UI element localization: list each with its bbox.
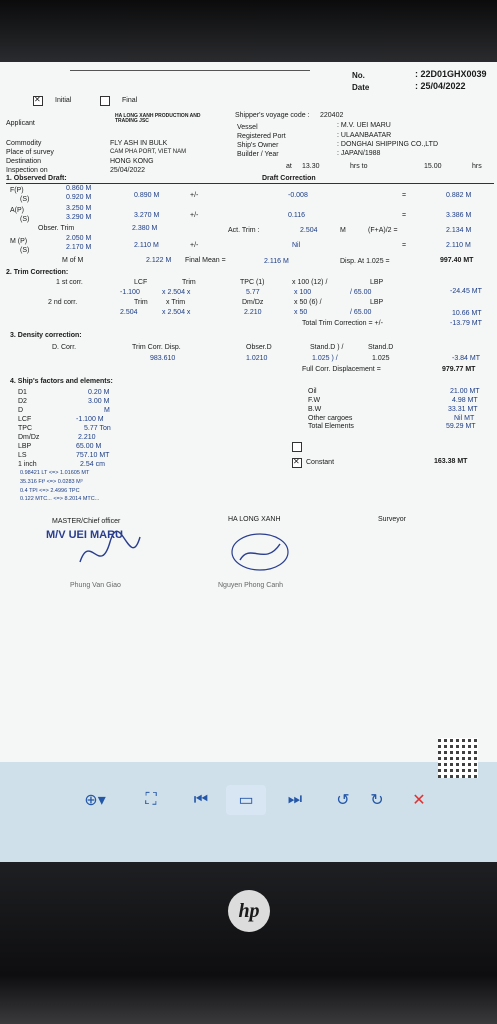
vessel-label: Vessel <box>237 124 258 131</box>
voyage-label: Shipper's voyage code : <box>235 112 310 119</box>
delete-button[interactable] <box>408 785 430 815</box>
dmdz-value: 2.210 <box>78 434 96 441</box>
fa-label: (F+A)/2 = <box>368 227 398 234</box>
obs-trim: 2.380 M <box>132 225 158 232</box>
builder-label: Builder / Year <box>237 151 279 158</box>
r2-trim2: x Trim <box>166 299 186 306</box>
surveyor-label: Surveyor <box>378 516 407 523</box>
vessel-stamp: M/V UEI MARU <box>46 529 123 541</box>
fit-icon: ⛶ <box>145 791 157 808</box>
halong-label: HA LONG XANH <box>228 516 281 523</box>
tcd-label: Trim Corr. Disp. <box>132 344 181 351</box>
monitor-lower-bezel <box>0 862 497 1024</box>
d-value: M <box>104 407 110 414</box>
ms-label: (S) <box>20 247 30 254</box>
r1-trim: x 2.504 x <box>162 289 191 296</box>
date-value: : 25/04/2022 <box>415 81 466 91</box>
place-value: CAM PHA PORT, VIET NAM <box>110 149 187 155</box>
first-corr-label: 1 st corr. <box>56 279 83 286</box>
r1-lbp: / 65.00 <box>350 289 372 296</box>
second-corr-result: 10.66 MT <box>452 310 482 317</box>
slideshow-icon: ▭ <box>238 792 254 809</box>
r2-fifty: x 50 (6) / <box>294 299 322 306</box>
dmdz-label: Dm/Dz <box>18 434 40 441</box>
other-cargoes-value: Nil MT <box>454 415 475 422</box>
oil-label: Oil <box>308 388 317 395</box>
stand-d-label: Stand.D ) / <box>310 344 344 351</box>
destination-value: HONG KONG <box>110 158 154 165</box>
master-label: MASTER/Chief officer <box>52 518 121 525</box>
bw-label: B.W <box>308 406 322 413</box>
fw-value: 4.98 MT <box>452 397 478 404</box>
inch-label: 1 inch <box>18 461 37 468</box>
delete-icon: ✕ <box>412 792 426 809</box>
factors-title: 4. Ship's factors and elements: <box>10 378 113 385</box>
signer-name-1: Phung Van Giao <box>70 582 121 589</box>
dcorr-label: D. Corr. <box>52 344 77 351</box>
lbp-value: 65.00 M <box>76 443 102 450</box>
hrs-to: hrs to <box>350 163 368 170</box>
d-label: D <box>18 407 24 414</box>
destination-label: Destination <box>6 158 42 165</box>
applicant-label: Applicant <box>6 120 35 127</box>
qr-code <box>438 738 478 778</box>
r3-trim: 2.504 <box>120 309 138 316</box>
draft-correction-title: Draft Correction <box>262 175 316 182</box>
r1-tpc: 5.77 <box>246 289 260 296</box>
port-value: : ULAANBAATAR <box>337 132 392 139</box>
trim-title: 2. Trim Correction: <box>6 269 69 276</box>
r1-hundred: x 100 <box>294 289 312 296</box>
place-label: Place of survey <box>6 149 54 156</box>
ls-value: 757.10 MT <box>76 452 110 459</box>
owner-label: Ship's Owner <box>237 142 279 149</box>
unlabeled-checkbox[interactable] <box>292 442 302 452</box>
conversion-3: 0.4 TPI <=> 2.4996 TPC <box>20 488 80 494</box>
slideshow-button[interactable] <box>226 785 266 815</box>
previous-icon: ⏮ <box>193 791 209 808</box>
total-elements-value: 59.29 MT <box>446 423 476 430</box>
mp-label: M (P) <box>10 238 28 245</box>
f-mean: 0.890 M <box>134 192 160 199</box>
ms-value: 2.170 M <box>66 244 92 251</box>
fw-label: F.W <box>308 397 321 404</box>
act-trim-label: Act. Trim : <box>228 227 260 234</box>
builder-value: : JAPAN/1988 <box>337 150 381 157</box>
total-trim-label: Total Trim Correction = +/- <box>302 320 383 327</box>
f-correction: -0.008 <box>288 192 308 199</box>
tcd-value: 983.610 <box>150 355 176 362</box>
mp-value: 2.050 M <box>66 235 92 242</box>
monitor-top-bezel <box>0 0 497 62</box>
next-button[interactable] <box>282 785 308 815</box>
bw-value: 33.31 MT <box>448 406 478 413</box>
rotate-left-button[interactable] <box>332 785 354 815</box>
r3-trim2: x 2.504 x <box>162 309 191 316</box>
disp-label: Disp. At 1.025 = <box>340 258 390 265</box>
final-label: Final <box>122 97 138 104</box>
r2-lbp: LBP <box>370 299 384 306</box>
viewer-toolbar <box>78 785 448 827</box>
stand-d-value: 1.025 ) / <box>312 355 338 362</box>
total-elements-label: Total Elements <box>308 423 354 430</box>
r3-fifty: x 50 <box>294 309 308 316</box>
lcf-value: -1.100 M <box>76 416 104 423</box>
r2-dmdz: Dm/Dz <box>242 299 264 306</box>
fs-value: 0.920 M <box>66 194 92 201</box>
fp-value: 0.860 M <box>66 185 92 192</box>
hrs-label: hrs <box>472 163 482 170</box>
full-corr-label: Full Corr. Displacement = <box>302 366 381 373</box>
constant-checkbox[interactable] <box>292 458 302 468</box>
conversion-2: 35.316 Ft³ <=> 0.0283 M³ <box>20 479 83 485</box>
fp-label: F(P) <box>10 187 24 194</box>
m-unit: M <box>340 227 346 234</box>
port-label: Registered Port <box>237 133 286 140</box>
conversion-4: 0.122 MTC... <=> 8.2014 MTC... <box>20 496 100 502</box>
at-value: 13.30 <box>302 163 320 170</box>
hundred12-head: x 100 (12) / <box>292 279 328 286</box>
master-signature <box>70 522 150 582</box>
a-mean: 3.270 M <box>134 212 160 219</box>
disp-value: 997.40 MT <box>440 257 474 264</box>
next-icon: ⏭ <box>287 791 303 808</box>
date-label: Date <box>352 83 370 92</box>
d1-label: D1 <box>18 389 27 396</box>
r3-dmdz: 2.210 <box>244 309 262 316</box>
rotate-right-button[interactable] <box>366 785 388 815</box>
obs-d-value: 1.0210 <box>246 355 268 362</box>
applicant-value: HA LONG XANH PRODUCTION AND TRADING JSC <box>115 113 201 124</box>
screen <box>0 62 497 862</box>
final-mean-label: Final Mean = <box>185 257 226 264</box>
commodity-value: FLY ASH IN BULK <box>110 140 168 147</box>
rotate-right-icon: ↻ <box>370 792 384 809</box>
d2-value: 3.00 M <box>88 398 110 405</box>
lbp-label: LBP <box>18 443 32 450</box>
d1-value: 0.20 M <box>88 389 110 396</box>
r3-lbp: / 65.00 <box>350 309 372 316</box>
first-corr-result: -24.45 MT <box>450 288 482 295</box>
inspection-value: 25/04/2022 <box>110 167 146 174</box>
inspection-label: Inspection on <box>6 167 48 174</box>
mofm-label: M of M <box>62 257 84 264</box>
zoom-button[interactable] <box>78 785 112 815</box>
ap-label: A(P) <box>10 207 24 214</box>
total-trim-value: -13.79 MT <box>450 320 482 327</box>
second-corr-label: 2 nd corr. <box>48 299 78 306</box>
oil-value: 21.00 MT <box>450 388 480 395</box>
d2-label: D2 <box>18 398 27 405</box>
fa-value: 2.134 M <box>446 227 472 234</box>
lcf-head: LCF <box>134 279 148 286</box>
obs-d-label: Obser.D <box>246 344 272 351</box>
previous-button[interactable] <box>188 785 214 815</box>
initial-checkbox[interactable] <box>33 96 43 106</box>
final-checkbox[interactable] <box>100 96 110 106</box>
lbp-head: LBP <box>370 279 384 286</box>
voyage-value: 220402 <box>320 112 344 119</box>
constant-label: Constant <box>306 459 335 466</box>
at-text: at <box>286 163 292 170</box>
act-trim: 2.504 <box>300 227 318 234</box>
as-value: 3.290 M <box>66 214 92 221</box>
obs-trim-label: Obser. Trim <box>38 225 75 232</box>
ap-value: 3.250 M <box>66 205 92 212</box>
section-rule <box>6 183 494 184</box>
signer-name-2: Nguyen Phong Canh <box>218 582 283 589</box>
inch-value: 2.54 cm <box>80 461 105 468</box>
as-label: (S) <box>20 216 30 223</box>
tpc-label: TPC <box>18 425 32 432</box>
full-corr-value: 979.77 MT <box>442 366 476 373</box>
no-label: No. <box>352 71 365 80</box>
vessel-value: : M.V. UEI MARU <box>337 122 391 129</box>
r2-trim: Trim <box>134 299 148 306</box>
a-correction: 0.116 <box>288 212 305 219</box>
hp-logo-icon: hp <box>228 890 270 932</box>
constant-value: 163.38 MT <box>434 458 468 465</box>
m-mean: 2.110 M <box>134 242 159 249</box>
hrs-end: 15.00 <box>424 163 442 170</box>
density-title: 3. Density correction: <box>10 332 82 339</box>
a-result: 3.386 M <box>446 212 472 219</box>
initial-label: Initial <box>55 97 72 104</box>
trim-head: Trim <box>182 279 196 286</box>
draft-survey-document: No. : 22D01GHX0039 Date : 25/04/2022 ✕ Initial Final Applicant HA LONG XANH PRODUCTION AND TRADING JSC Commodity FLY ASH IN BULK Place of survey CAM PHA PORT, VIET NAM Destination HONG KONG Inspection on 25/04/2022 Shipper's voyage code : 220402 Vessel : M.V. UEI MARU Registered Port : ULAANBAATAR Ship's Owner : DONGHAI SHIPPING CO.,LTD Builder / Year : JAPAN/1988 at 13.30 hrs to 15.00 hrs 1. Observed Draft: Draft Correction F(P) 0.860 M (S) 0.920 M 0.890 M +/- -0.008 = 0.882 M A(P) 3.250 M (S) 3.290 M 3.270 M +/- 0.116 = 3.386 M Obser. Trim 2.380 M Act. Trim : 2.504 M (F+A)/2 = 2.134 M M (P) 2.050 M (S) 2.170 M 2.110 M +/- Nil = 2.110 M M of M 2.122 M Final Mean = 2.116 M Disp. At 1.025 = 997.40 MT 2. Trim Correction: 1 st corr. LCF Trim TPC (1) x 100 (12) / LBP -1.100 x 2.504 x 5.77 x 100 / 65.00 -24.45 MT 2 nd corr. Trim x Trim Dm/Dz x 50 (6) / LBP 2.504 x 2.504 x 2.210 x 50 / 65.00 10.66 MT Total Trim Correction = +/- -13.79 MT 3. Density correction: D. Corr. Trim Corr. Disp. 983.610 Obser.D 1.0210 Stand.D ) / 1.025 ) / Stand.D 1.025 -3.84 MT Full Corr. Displacement = 979.77 MT 4. Ship's factors and elements: D1 0.20 M D2 3.00 M D M LCF -1.100 M TPC 5.77 Ton Dm/Dz 2.210 LBP 65.00 M LS 757.10 MT 1 inch 2.54 cm 0.98421 LT <=> 1.01605 MT 35.316 Ft³ <=> 0.0283 M³ 0.4 TPI <=> 2.4996 TPC 0.122 MTC... <=> 8.2014 MTC... Oil 21.00 MT F.W 4.98 MT B.W 33.31 MT Other cargoes Nil MT Total Elements 59.29 MT ✕ Constant 163.38 MT MASTER/Chief officer M/V UEI MARU HA LONG XANH Surveyor Phung Van Giao Nguyen Phong Canh <box>0 62 497 762</box>
header-rule <box>70 70 310 71</box>
fit-button[interactable] <box>138 785 164 815</box>
tpc1-head: TPC (1) <box>240 279 265 286</box>
rotate-left-icon: ↺ <box>336 792 350 809</box>
conversion-1: 0.98421 LT <=> 1.01605 MT <box>20 470 90 476</box>
stand-d2-label: Stand.D <box>368 344 394 351</box>
commodity-label: Commodity <box>6 140 42 147</box>
final-mean: 2.116 M <box>264 258 289 265</box>
f-result: 0.882 M <box>446 192 472 199</box>
r1-lcf: -1.100 <box>120 289 140 296</box>
tpc-value: 5.77 Ton <box>84 425 111 432</box>
fs-label: (S) <box>20 196 30 203</box>
ls-label: LS <box>18 452 27 459</box>
m-result: 2.110 M <box>446 242 471 249</box>
m-correction: Nil <box>292 242 301 249</box>
other-cargoes-label: Other cargoes <box>308 415 353 422</box>
observed-draft-title: 1. Observed Draft: <box>6 175 67 182</box>
owner-value: : DONGHAI SHIPPING CO.,LTD <box>337 141 438 148</box>
zoom-icon: ⊕▾ <box>84 792 106 809</box>
mofm-value: 2.122 M <box>146 257 172 264</box>
no-value: : 22D01GHX0039 <box>415 69 487 79</box>
lcf-label: LCF <box>18 416 32 423</box>
surveyor-signature <box>220 522 300 582</box>
stand-d2-value: 1.025 <box>372 355 390 362</box>
dcorr-result: -3.84 MT <box>452 355 481 362</box>
